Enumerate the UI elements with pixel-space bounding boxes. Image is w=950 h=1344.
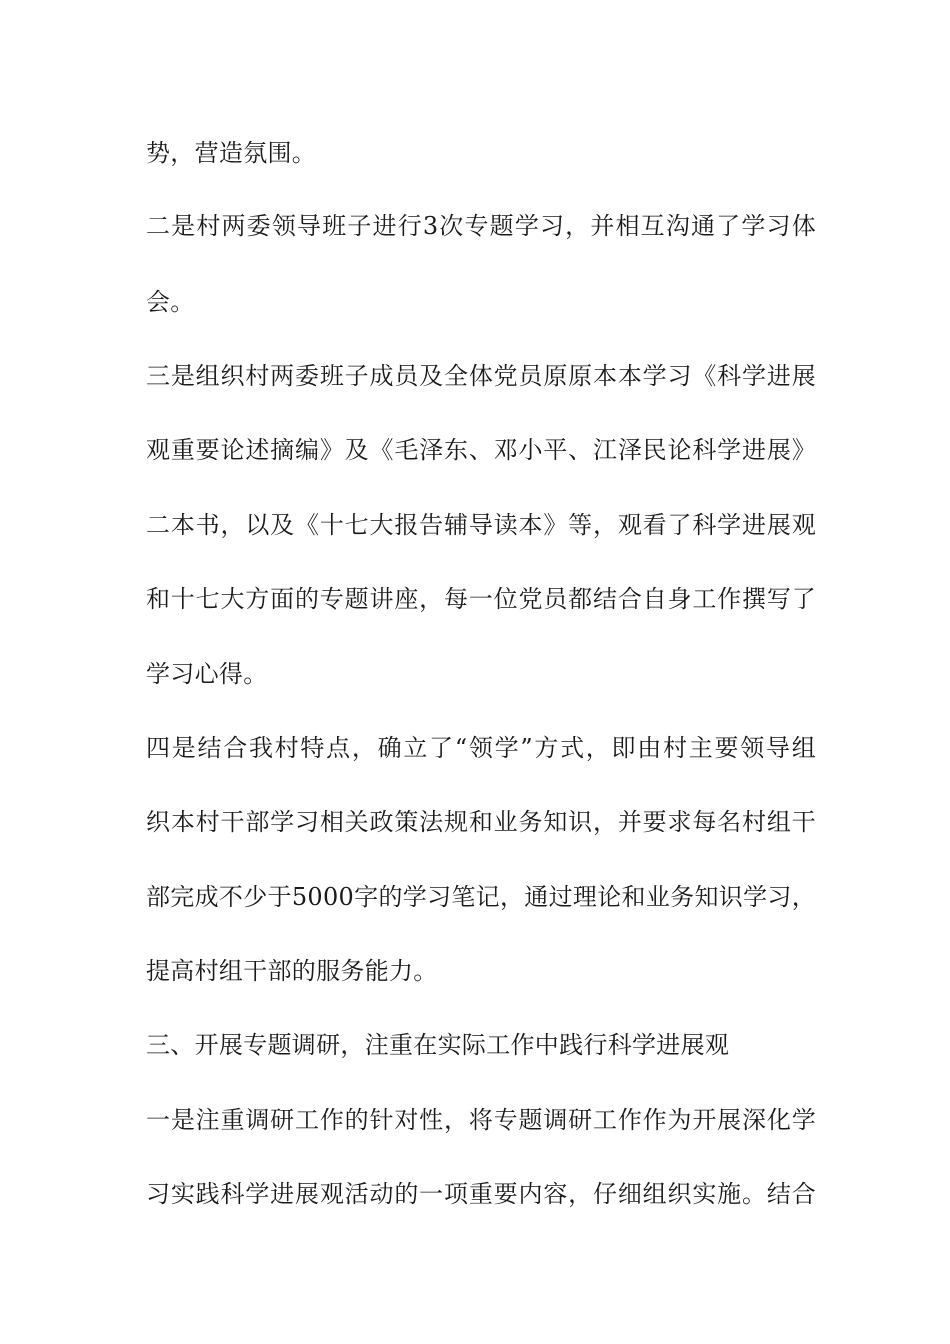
text-line-11: 部完成不少于5000字的学习笔记，通过理论和业务知识学习， [146,883,816,911]
text-line-8: 学习心得。 [146,660,268,688]
text-line-2: 二是村两委领导班子进行3次专题学习，并相互沟通了学习体 [146,212,816,240]
text-line-12: 提高村组干部的服务能力。 [146,957,438,985]
text-line-4: 三是组织村两委班子成员及全体党员原原本本学习《科学进展 [146,362,816,390]
text-line-3: 会。 [146,288,195,316]
text-line-1: 势，营造氛围。 [146,139,317,167]
text-line-10: 织本村干部学习相关政策法规和业务知识，并要求每名村组干 [146,808,816,836]
text-line-7: 和十七大方面的专题讲座，每一位党员都结合自身工作撰写了 [146,585,816,613]
text-line-5: 观重要论述摘编》及《毛泽东、邓小平、江泽民论科学进展》 [146,436,816,464]
text-line-6: 二本书，以及《十七大报告辅导读本》等，观看了科学进展观 [146,511,816,539]
text-line-14: 一是注重调研工作的针对性，将专题调研工作作为开展深化学 [146,1106,816,1134]
text-line-15: 习实践科学进展观活动的一项重要内容，仔细组织实施。结合 [146,1180,816,1208]
section-heading: 三、开展专题调研，注重在实际工作中践行科学进展观 [146,1031,730,1059]
text-line-9: 四是结合我村特点，确立了“领学”方式，即由村主要领导组 [146,734,816,762]
